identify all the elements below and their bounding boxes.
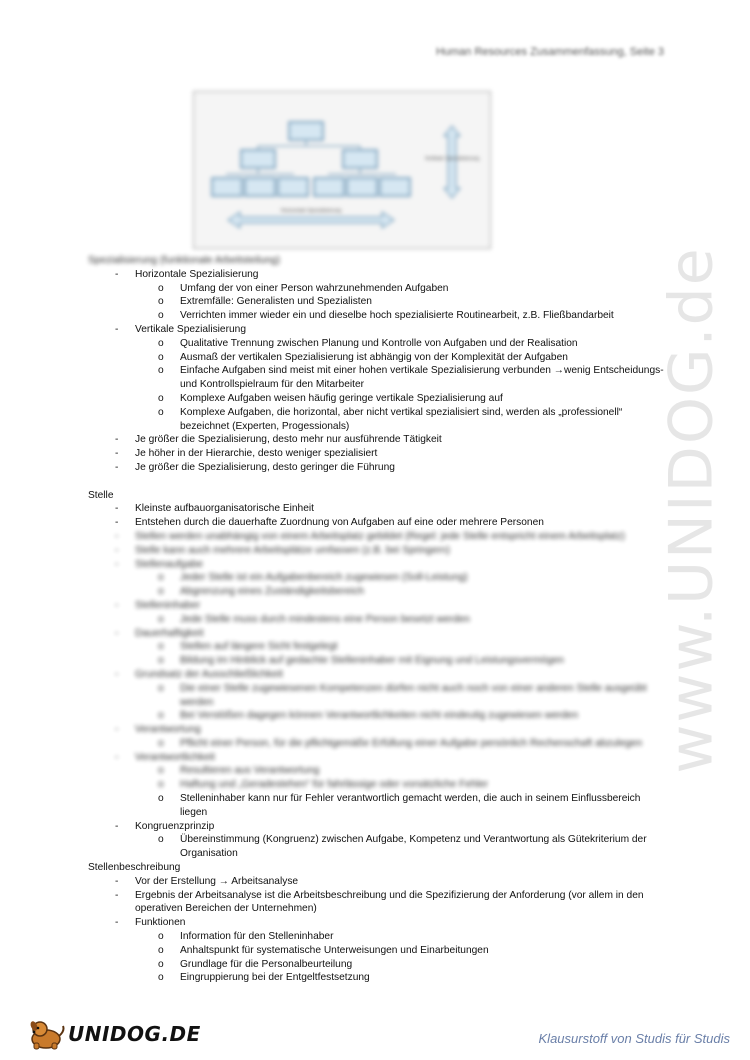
circle-bullet: o — [158, 351, 164, 363]
list-item — [88, 558, 668, 572]
line-text: Stelle — [88, 489, 114, 501]
line-text: Die einer Stelle zugewiesenen Kompetenzen dürfen nicht auch noch von einer anderen Stelle ausgeübt werden — [180, 682, 647, 708]
list-item — [88, 958, 668, 972]
line-text: Information für den Stelleninhaber — [180, 931, 334, 943]
circle-bullet: o — [158, 972, 164, 984]
circle-bullet: o — [158, 944, 164, 956]
line-text: Stelle kann auch mehrere Arbeitsplätze umfassen (z.B. bei Springern) — [135, 544, 450, 556]
list-item — [88, 930, 668, 944]
list-item — [88, 392, 668, 406]
list-item — [88, 833, 668, 861]
list-item — [88, 571, 668, 585]
circle-bullet: o — [158, 834, 164, 846]
circle-bullet: o — [158, 392, 164, 404]
list-item — [88, 309, 668, 323]
logo-text: UNIDOG.DE — [68, 1022, 201, 1046]
circle-bullet: o — [158, 682, 164, 694]
dash-bullet: - — [115, 599, 119, 611]
line-text: Entstehen durch die dauerhafte Zuordnung von Aufgaben auf eine oder mehrere Personen — [135, 517, 544, 529]
dash-bullet: - — [115, 517, 119, 529]
line-text: Grundlage für die Personalbeurteilung — [180, 958, 353, 970]
list-item — [88, 447, 668, 461]
line-text: Je größer die Spezialisierung, desto geringer die Führung — [135, 461, 395, 473]
dash-bullet: - — [115, 751, 119, 763]
line-text: Umfang der von einer Person wahrzunehmenden Aufgaben — [180, 282, 449, 294]
document-body — [88, 254, 668, 985]
org-chart-diagram — [194, 92, 489, 247]
line-text: Dauerhaftigkeit — [135, 627, 204, 639]
line-text: Verantwortung — [135, 724, 201, 736]
list-item — [88, 323, 668, 337]
line-text: Vertikale Spezialisierung — [135, 323, 246, 335]
vertical-label: Vertikale Spezialisierung — [424, 156, 480, 162]
line-text: Stellen werden unabhängig von einem Arbeitsplatz gebildet (Regel: jede Stelle entspricht einem Arbeitsplatz) — [135, 530, 625, 542]
circle-bullet: o — [158, 765, 164, 777]
list-item — [88, 530, 668, 544]
circle-bullet: o — [158, 655, 164, 667]
dash-bullet: - — [115, 558, 119, 570]
dash-bullet: - — [115, 875, 119, 887]
line-text: Stellenbeschreibung — [88, 862, 181, 874]
line-text: Verrichten immer wieder ein und dieselbe hoch spezialisierte Routinearbeit, z.B. Fließbandarbeit — [180, 310, 614, 322]
line-text: Stellen auf längere Sicht festgelegt — [180, 641, 338, 653]
blank-line — [88, 475, 668, 489]
circle-bullet: o — [158, 737, 164, 749]
line-text: Stellenaufgabe — [135, 558, 203, 570]
circle-bullet: o — [158, 958, 164, 970]
circle-bullet: o — [158, 793, 164, 805]
line-text: Vor der Erstellung → Arbeitsanalyse — [135, 875, 299, 887]
dash-bullet: - — [115, 820, 119, 832]
list-item — [88, 778, 668, 792]
horizontal-label: Horizontale Spezialisierung — [280, 208, 342, 214]
section-heading — [88, 254, 668, 268]
list-item — [88, 544, 668, 558]
line-text: Qualitative Trennung zwischen Planung und Kontrolle von Aufgaben und der Realisation — [180, 337, 578, 349]
list-item — [88, 295, 668, 309]
line-text: Pflicht einer Person, für die pflichtgemäße Erfüllung einer Aufgabe persönlich Rechenschaft abzulegen — [180, 737, 643, 749]
list-item — [88, 668, 668, 682]
list-item — [88, 709, 668, 723]
list-item — [88, 268, 668, 282]
footer-logo — [26, 1017, 201, 1051]
list-item — [88, 682, 668, 710]
dash-bullet: - — [115, 503, 119, 515]
circle-bullet: o — [158, 337, 164, 349]
line-text: Kleinste aufbauorganisatorische Einheit — [135, 503, 314, 515]
circle-bullet: o — [158, 613, 164, 625]
list-item — [88, 737, 668, 751]
line-text: Jeder Stelle ist ein Aufgabenbereich zugewiesen (Soll-Leistung) — [180, 572, 468, 584]
list-item — [88, 364, 668, 392]
line-text: Anhaltspunkt für systematische Unterweisungen und Einarbeitungen — [180, 944, 489, 956]
dash-bullet: - — [115, 530, 119, 542]
dash-bullet: - — [115, 434, 119, 446]
line-text: Horizontale Spezialisierung — [135, 268, 259, 280]
dash-bullet: - — [115, 668, 119, 680]
list-item — [88, 516, 668, 530]
list-item — [88, 889, 668, 917]
list-item — [88, 337, 668, 351]
circle-bullet: o — [158, 572, 164, 584]
line-text: Abgrenzung eines Zuständigkeitsbereich — [180, 586, 365, 598]
list-item — [88, 461, 668, 475]
list-item — [88, 627, 668, 641]
dash-bullet: - — [115, 461, 119, 473]
list-item — [88, 764, 668, 778]
circle-bullet: o — [158, 931, 164, 943]
dash-bullet: - — [115, 724, 119, 736]
org-chart-figure — [193, 91, 491, 249]
list-item — [88, 723, 668, 737]
watermark: www.UNIDOG.de — [657, 246, 727, 774]
circle-bullet: o — [158, 710, 164, 722]
list-item — [88, 792, 668, 820]
list-item — [88, 654, 668, 668]
line-text: Einfache Aufgaben sind meist mit einer hohen vertikale Spezialisierung verbunden →wenig Entscheidungs- und Kontrollspielraum für den Mitarbeiter — [180, 365, 664, 391]
list-item — [88, 751, 668, 765]
line-text: Jede Stelle muss durch mindestens eine Person besetzt werden — [180, 613, 470, 625]
dash-bullet: - — [115, 268, 119, 280]
line-text: Bildung im Hinblick auf gedachte Stelleninhaber mit Eignung und Leistungsvermögen — [180, 655, 564, 667]
circle-bullet: o — [158, 779, 164, 791]
line-text: Eingruppierung bei der Entgeltfestsetzung — [180, 972, 370, 984]
dash-bullet: - — [115, 448, 119, 460]
section-heading — [88, 489, 668, 503]
dash-bullet: - — [115, 544, 119, 556]
list-item — [88, 944, 668, 958]
dog-mascot-icon — [26, 1017, 66, 1051]
line-text: Bei Verstößen dagegen können Verantwortlichkeiten nicht eindeutig zugewiesen werden — [180, 710, 579, 722]
circle-bullet: o — [158, 282, 164, 294]
list-item — [88, 916, 668, 930]
footer-tagline: Klausurstoff von Studis für Studis — [538, 1031, 730, 1046]
line-text: Funktionen — [135, 917, 186, 929]
line-text: Komplexe Aufgaben weisen häufig geringe vertikale Spezialisierung auf — [180, 392, 503, 404]
line-text: Extremfälle: Generalisten und Spezialisten — [180, 296, 372, 308]
line-text: Grundsatz der Ausschließlichkeit — [135, 668, 283, 680]
list-item — [88, 282, 668, 296]
line-text: Verantwortlichkeit — [135, 751, 215, 763]
line-text: Haftung und „Geradestehen“ für fahrlässige oder vorsätzliche Fehler — [180, 779, 489, 791]
line-text: Stelleninhaber — [135, 599, 201, 611]
list-item — [88, 640, 668, 654]
line-text: Komplexe Aufgaben, die horizontal, aber nicht vertikal spezialisiert sind, werden als „professionell“ bezeichnet (Experten, Progessionals) — [180, 406, 623, 432]
list-item — [88, 502, 668, 516]
circle-bullet: o — [158, 296, 164, 308]
circle-bullet: o — [158, 310, 164, 322]
list-item — [88, 875, 668, 889]
circle-bullet: o — [158, 641, 164, 653]
line-text: Je höher in der Hierarchie, desto weniger spezialisiert — [135, 448, 378, 460]
list-item — [88, 433, 668, 447]
dash-bullet: - — [115, 627, 119, 639]
list-item — [88, 585, 668, 599]
list-item — [88, 820, 668, 834]
list-item — [88, 613, 668, 627]
page-header: Human Resources Zusammenfassung, Seite 3 — [435, 46, 664, 58]
circle-bullet: o — [158, 365, 164, 377]
line-text: Resultieren aus Verantwortung — [180, 765, 320, 777]
line-text: Ergebnis der Arbeitsanalyse ist die Arbeitsbeschreibung und die Spezifizierung der Anforderung (vor allem in den operativen Bereichen der Unternehmen) — [135, 889, 644, 915]
dash-bullet: - — [115, 323, 119, 335]
line-text: Kongruenzprinzip — [135, 820, 215, 832]
circle-bullet: o — [158, 406, 164, 418]
line-text: Je größer die Spezialisierung, desto mehr nur ausführende Tätigkeit — [135, 434, 442, 446]
list-item — [88, 971, 668, 985]
dash-bullet: - — [115, 889, 119, 901]
line-text: Ausmaß der vertikalen Spezialisierung ist abhängig von der Komplexität der Aufgaben — [180, 351, 568, 363]
list-item — [88, 599, 668, 613]
section-heading — [88, 861, 668, 875]
dash-bullet: - — [115, 917, 119, 929]
list-item — [88, 406, 668, 434]
line-text: Übereinstimmung (Kongruenz) zwischen Aufgabe, Kompetenz und Verantwortung als Gütekriterium der Organisation — [180, 834, 647, 860]
list-item — [88, 351, 668, 365]
circle-bullet: o — [158, 586, 164, 598]
line-text: Stelleninhaber kann nur für Fehler verantwortlich gemacht werden, die auch in seinem Einflussbereich liegen — [180, 793, 641, 818]
line-text: Spezialisierung (funktionale Arbeitsteilung) — [88, 255, 280, 266]
